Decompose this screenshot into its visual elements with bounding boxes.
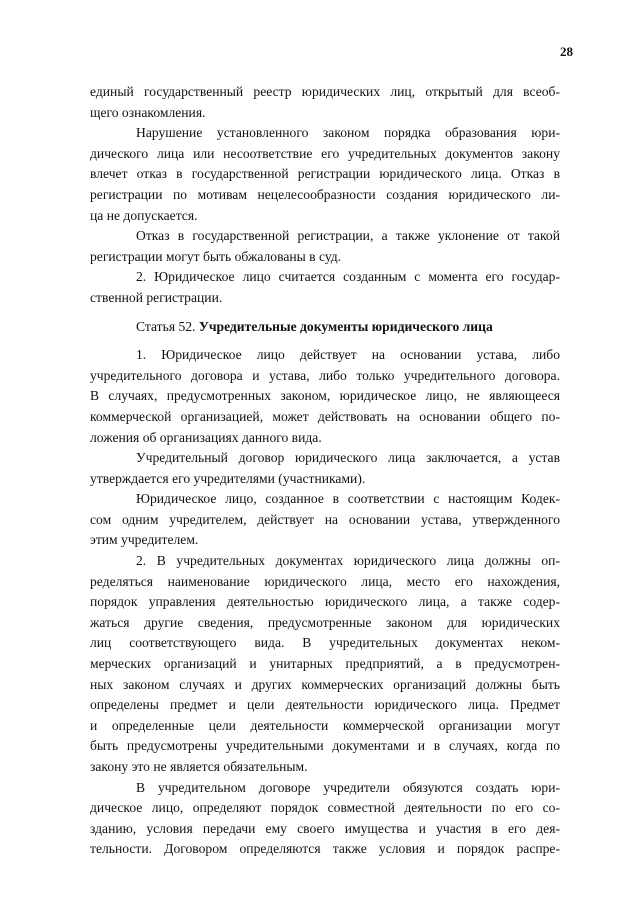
paragraph [90, 226, 560, 267]
text-line: лиц соответствующего вида. В учредительных документах неком- [90, 635, 560, 651]
paragraph [90, 448, 560, 489]
paragraph [90, 267, 560, 308]
paragraph [90, 123, 560, 226]
text-line: влечет отказ в государственной регистрации юридического лица. Отказ в [90, 166, 560, 182]
text-line: ложения об организациях данного вида. [90, 429, 322, 445]
text-line: ных законом случаях и других коммерческих организаций должны быть [90, 676, 560, 692]
text-line: учредительного договора и устава, либо только учредительного договора. [90, 367, 560, 383]
spacer [90, 309, 560, 317]
text-line: регистрации по мотивам нецелесообразности создания юридического ли- [90, 186, 560, 202]
paragraph [90, 345, 560, 448]
paragraph [90, 551, 560, 778]
text-line: утверждается его учредителями (участниками). [90, 470, 366, 486]
text-line: порядок управления деятельностью юридического лица, а также содер- [90, 594, 560, 610]
text-line: коммерческой организацией, может действовать на основании общего по- [90, 408, 560, 424]
text-line: регистрации могут быть обжалованы в суд. [90, 248, 342, 264]
section-article-body [90, 345, 560, 860]
text-line: 2. Юридическое лицо считается созданным с момента его государ- [136, 269, 560, 285]
text-line: мерческих организаций и унитарных предприятий, а в предусмотрен- [90, 656, 560, 672]
text-line: определены предмет и цели деятельности юридического лица. Предмет [90, 697, 560, 713]
text-line: ределяться наименование юридического лица, место его нахождения, [90, 573, 560, 589]
text-line: и определенные цели деятельности коммерческой организации могут [90, 717, 560, 733]
text-line: Учредительный договор юридического лица заключается, а устав [136, 450, 560, 466]
text-line: Отказ в государственной регистрации, а также уклонение от такой [136, 228, 560, 244]
paragraph [90, 82, 560, 123]
paragraph [90, 489, 560, 551]
text-line: В случаях, предусмотренных законом, юридическое лицо, не являющееся [90, 388, 560, 404]
text-line: 2. В учредительных документах юридического лица должны оп- [136, 553, 560, 569]
text-line: ца не допускается. [90, 207, 198, 223]
text-line: дического лица или несоответствие его учредительных документов закону [90, 145, 560, 161]
article-heading [90, 317, 560, 338]
text-line: 1. Юридическое лицо действует на основании устава, либо [136, 347, 560, 363]
text-line: ственной регистрации. [90, 289, 223, 305]
text-line: быть предусмотрены учредительными документами и в случаях, когда по [90, 738, 560, 754]
text-line: щего ознакомления. [90, 104, 206, 120]
text-line: единый государственный реестр юридических лиц, открытый для всеоб- [90, 84, 560, 99]
page-number: 28 [560, 44, 573, 59]
text-line: закону это не является обязательным. [90, 759, 308, 774]
text-line: дическое лицо, определяют порядок совместной деятельности по его со- [90, 800, 560, 816]
text-line: Нарушение установленного законом порядка образования юри- [136, 125, 560, 141]
paragraph [90, 778, 560, 860]
section-before-article [90, 82, 560, 317]
document-body [90, 82, 560, 860]
text-line: Юридическое лицо, созданное в соответствии с настоящим Кодек- [136, 491, 560, 507]
text-line: сом одним учредителем, действует на основании устава, утвержденного [90, 511, 560, 527]
article-label: Статья 52. [136, 318, 196, 334]
spacer [90, 337, 560, 345]
text-line: жаться другие сведения, предусмотренные законом для юридических [90, 614, 560, 630]
text-line: тельности. Договором определяются также условия и порядок распре- [90, 841, 560, 857]
text-line: В учредительном договоре учредители обязуются создать юри- [136, 779, 560, 795]
article-title: Учредительные документы юридического лица [198, 318, 493, 334]
text-line: зданию, условия передачи ему своего имущества и участия в его дея- [90, 820, 560, 836]
text-line: этим учредителем. [90, 532, 199, 548]
